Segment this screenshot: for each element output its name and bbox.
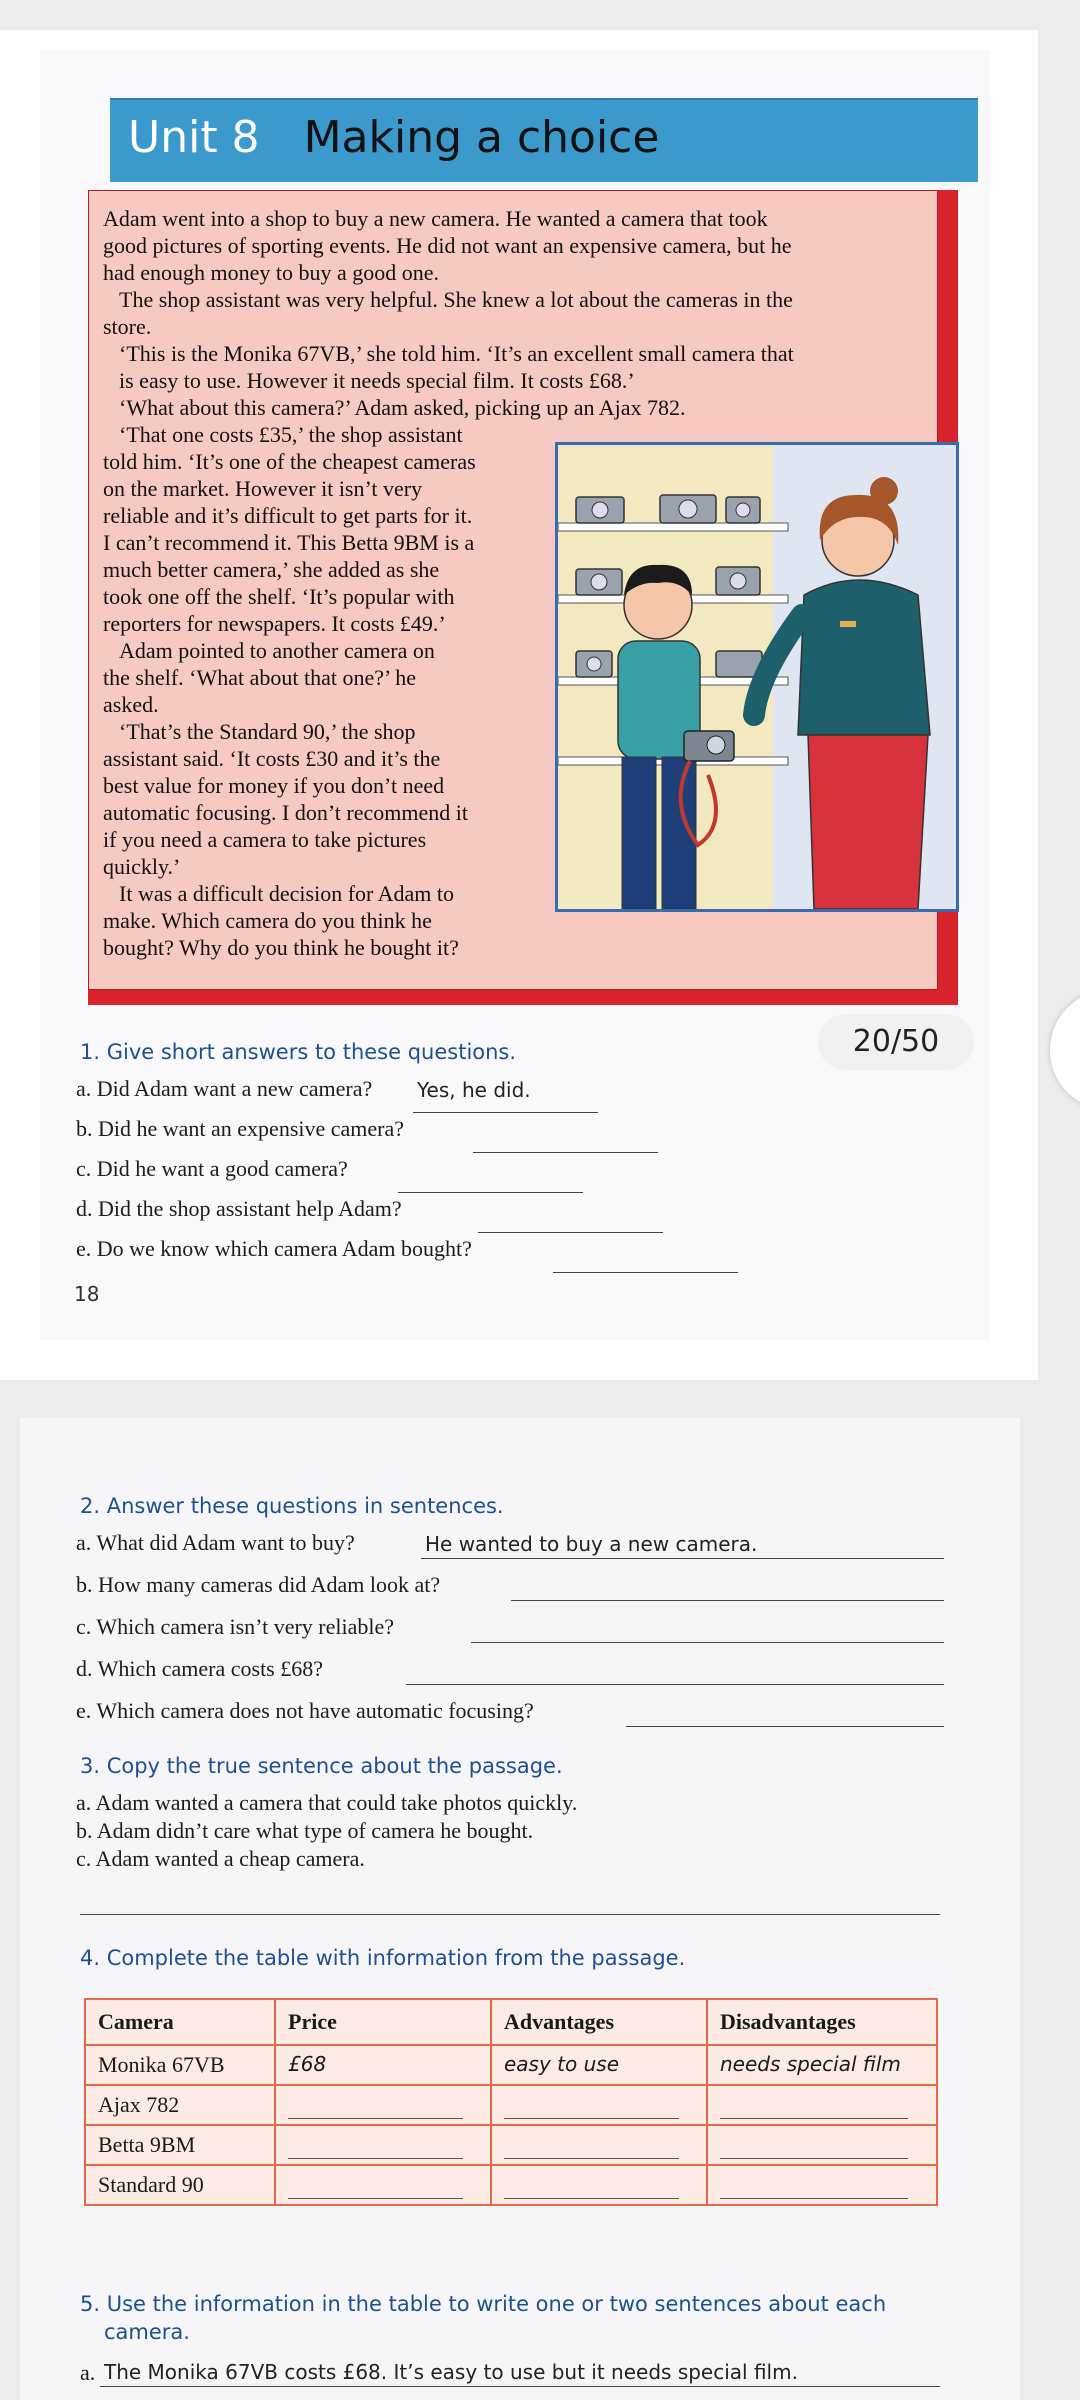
table-header-row [85, 1999, 937, 2045]
unit-heading [128, 112, 659, 163]
story-line: automatic focusing. I don’t recommend it [103, 800, 468, 825]
story-line: took one off the shelf. ‘It’s popular with [103, 584, 455, 609]
section-5-answer[interactable]: The Monika 67VB costs £68. It’s easy to use but it needs special film. [104, 2360, 798, 2384]
table-cell[interactable] [491, 2165, 707, 2205]
story-line: assistant said. ‘It costs £30 and it’s the [103, 746, 441, 771]
story-line: I can’t recommend it. This Betta 9BM is a [103, 530, 475, 555]
table-cell[interactable] [707, 2045, 937, 2085]
table-cell: Monika 67VB [85, 2045, 275, 2085]
answer-line [398, 1192, 583, 1193]
table-answer[interactable] [504, 2172, 679, 2199]
table-cell: Standard 90 [85, 2165, 275, 2205]
option-text: c. Adam wanted a cheap camera. [76, 1846, 365, 1871]
section-4-heading: 4. Complete the table with information from the passage. [80, 1946, 686, 1970]
table-answer[interactable] [720, 2172, 908, 2199]
answer-text[interactable]: He wanted to buy a new camera. [425, 1532, 758, 1556]
question-text: c. Did he want a good camera? [76, 1156, 348, 1181]
story-line: had enough money to buy a good one. [103, 260, 440, 285]
column-header: Advantages [491, 1999, 707, 2045]
answer-line [511, 1600, 944, 1601]
question-text: d. Did the shop assistant help Adam? [76, 1196, 402, 1221]
option-text: a. Adam wanted a camera that could take photos quickly. [76, 1790, 578, 1815]
story-line: reporters for newspapers. It costs £49.’ [103, 611, 446, 636]
table-cell[interactable] [275, 2125, 491, 2165]
table-answer[interactable] [720, 2132, 908, 2159]
section-5-answer-line [100, 2386, 940, 2387]
table-answer[interactable] [288, 2172, 463, 2199]
table-cell[interactable] [707, 2085, 937, 2125]
story-line: if you need a camera to take pictures [103, 827, 427, 852]
table-row [85, 2085, 937, 2125]
answer-line [413, 1112, 598, 1113]
worksheet-page-2 [20, 1418, 1020, 2400]
table-cell: Ajax 782 [85, 2085, 275, 2125]
section-2-heading: 2. Answer these questions in sentences. [80, 1494, 504, 1518]
story-line: ‘What about this camera?’ Adam asked, picking up an Ajax 782. [119, 395, 686, 420]
table-cell[interactable] [275, 2085, 491, 2125]
table-answer[interactable] [504, 2092, 679, 2119]
table-cell[interactable] [491, 2085, 707, 2125]
answer-line [406, 1684, 944, 1685]
table-cell[interactable] [707, 2165, 937, 2205]
table-answer[interactable]: easy to use [504, 2052, 620, 2076]
table-answer[interactable] [288, 2092, 463, 2119]
story-line: ‘That one costs £35,’ the shop assistant [119, 422, 463, 447]
story-line: asked. [103, 692, 159, 717]
unit-title: Making a choice [303, 112, 660, 163]
section-5-heading-line-2: camera. [104, 2320, 190, 2344]
answer-line [553, 1272, 738, 1273]
answer-line [421, 1558, 944, 1559]
question-text: e. Do we know which camera Adam bought? [76, 1236, 472, 1261]
story-line: reliable and it’s difficult to get parts for it. [103, 503, 473, 528]
unit-number: Unit 8 [128, 112, 260, 163]
table-row [85, 2045, 937, 2085]
table-cell[interactable] [275, 2165, 491, 2205]
section-5-heading-line-1: 5. Use the information in the table to write one or two sentences about each [80, 2292, 887, 2316]
table-cell[interactable] [275, 2045, 491, 2085]
story-line: Adam pointed to another camera on [119, 638, 435, 663]
question-text: c. Which camera isn’t very reliable? [76, 1614, 395, 1639]
table-answer[interactable] [504, 2132, 679, 2159]
question-text: e. Which camera does not have automatic focusing? [76, 1698, 534, 1723]
question-text: a. What did Adam want to buy? [76, 1530, 355, 1555]
option-text: b. Adam didn’t care what type of camera he bought. [76, 1818, 534, 1843]
story-line: the shelf. ‘What about that one?’ he [103, 665, 416, 690]
answer-text[interactable]: Yes, he did. [417, 1078, 531, 1102]
column-header: Disadvantages [707, 1999, 937, 2045]
column-header: Camera [85, 1999, 275, 2045]
table-cell[interactable] [707, 2125, 937, 2165]
story-line: The shop assistant was very helpful. She knew a lot about the cameras in the [119, 287, 793, 312]
side-scroll-handle[interactable] [1050, 990, 1080, 1110]
table-cell[interactable] [491, 2045, 707, 2085]
question-text: b. How many cameras did Adam look at? [76, 1572, 441, 1597]
column-header: Price [275, 1999, 491, 2045]
story-line: best value for money if you don’t need [103, 773, 445, 798]
story-line: ‘That’s the Standard 90,’ the shop [119, 719, 416, 744]
story-line: It was a difficult decision for Adam to [119, 881, 455, 906]
answer-line [478, 1232, 663, 1233]
story-line: quickly.’ [103, 854, 181, 879]
table-cell: Betta 9BM [85, 2125, 275, 2165]
story-line: store. [103, 314, 152, 339]
story-line: bought? Why do you think he bought it? [103, 935, 459, 960]
answer-line [471, 1642, 944, 1643]
question-text: a. Did Adam want a new camera? [76, 1076, 373, 1101]
camera-info-table [84, 1998, 938, 2206]
story-line: make. Which camera do you think he [103, 908, 432, 933]
question-text: b. Did he want an expensive camera? [76, 1116, 405, 1141]
table-answer[interactable]: needs special film [720, 2052, 901, 2076]
story-line: on the market. However it isn’t very [103, 476, 423, 501]
page-number: 18 [74, 1282, 100, 1306]
section-5-answer-label: a. [80, 2360, 96, 2385]
question-text: d. Which camera costs £68? [76, 1656, 324, 1681]
section-3-answer-line[interactable] [80, 1914, 940, 1915]
story-line: ‘This is the Monika 67VB,’ she told him. ‘It’s an excellent small camera that [119, 341, 794, 366]
shop-scene-image [558, 445, 956, 909]
table-answer[interactable] [720, 2092, 908, 2119]
story-line: is easy to use. However it needs special film. It costs £68.’ [119, 368, 635, 393]
table-row [85, 2125, 937, 2165]
section-3-heading: 3. Copy the true sentence about the passage. [80, 1754, 563, 1778]
story-line: told him. ‘It’s one of the cheapest cameras [103, 449, 476, 474]
section-1-heading: 1. Give short answers to these questions. [80, 1040, 517, 1064]
table-answer[interactable]: £68 [288, 2052, 327, 2076]
table-cell[interactable] [491, 2125, 707, 2165]
story-line: much better camera,’ she added as she [103, 557, 440, 582]
answer-line [626, 1726, 944, 1727]
page-counter: 20/50 [818, 1014, 974, 1070]
story-line: Adam went into a shop to buy a new camera. He wanted a camera that took [103, 206, 768, 231]
camera-shop-illustration [555, 442, 959, 912]
answer-line [473, 1152, 658, 1153]
table-answer[interactable] [288, 2132, 463, 2159]
story-line: good pictures of sporting events. He did not want an expensive camera, but he [103, 233, 792, 258]
table-row [85, 2165, 937, 2205]
